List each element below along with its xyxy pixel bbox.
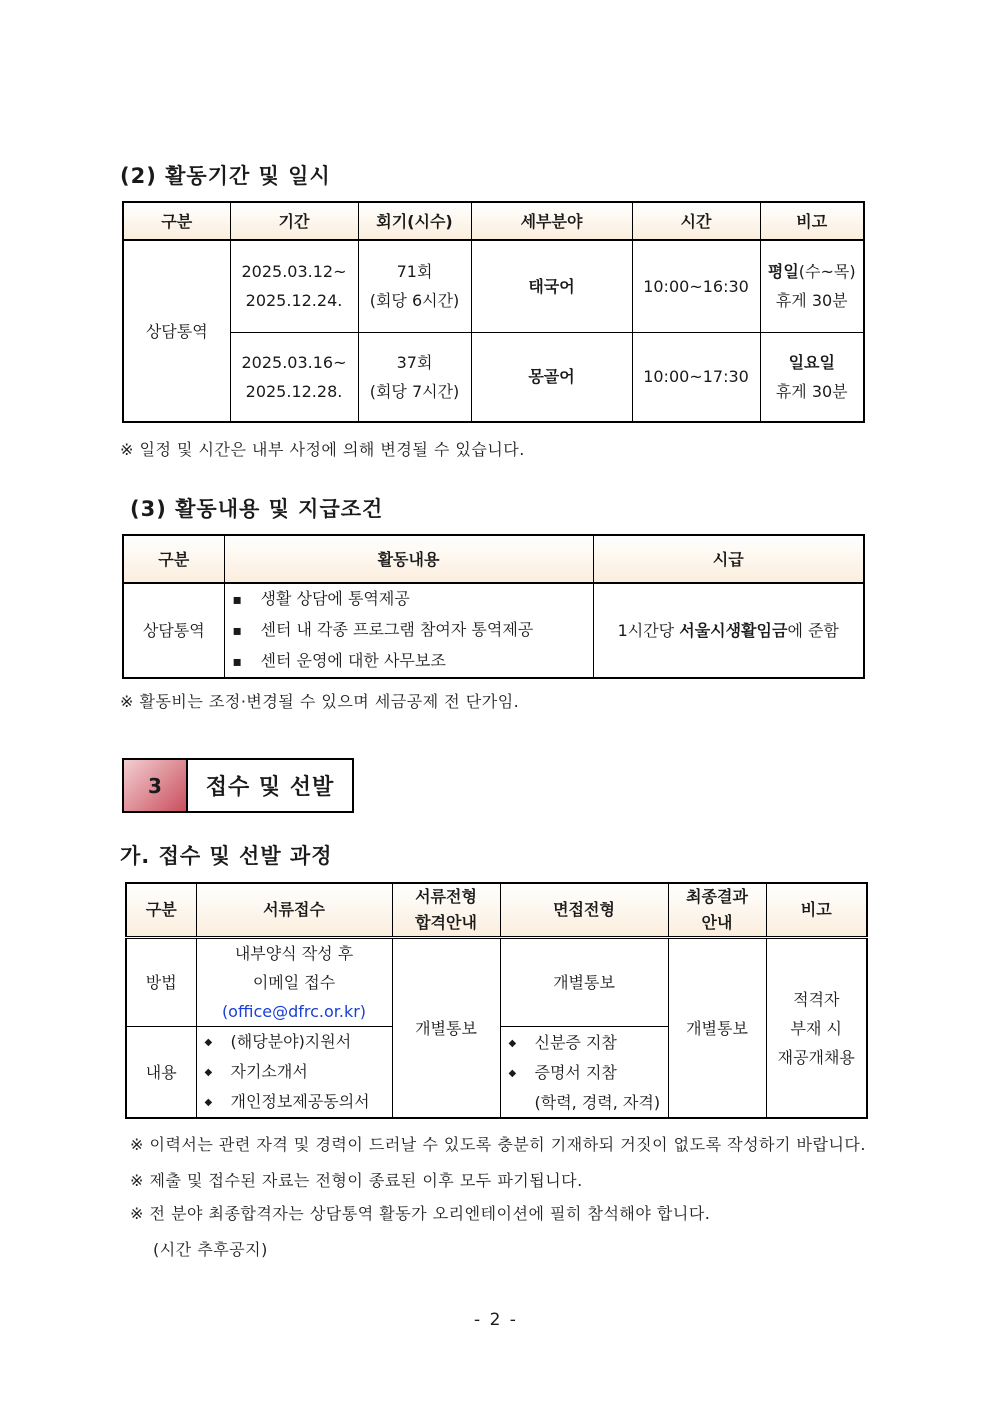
section-title-box <box>122 758 354 813</box>
activities-cell <box>224 583 593 678</box>
footnote-resume: ※ 이력서는 관련 자격 및 경력이 드러날 수 있도록 충분히 기재하되 거짓이 없도록 작성하기 바랍니다. <box>130 1135 866 1154</box>
email-link[interactable]: (office@dfrc.or.kr) <box>221 1002 367 1021</box>
method-doc-line: 이메일 접수 <box>252 973 336 992</box>
note-cell <box>760 240 864 332</box>
interview-list <box>501 1028 668 1088</box>
period-start: 2025.03.16~ <box>241 352 347 372</box>
note-day: 일요일 <box>788 352 835 372</box>
list-item: ◆ 신분증 지참 <box>509 1028 668 1058</box>
interview-method-cell: 개별통보 <box>500 938 668 1027</box>
sessions-count: 37회 <box>396 352 433 372</box>
footnote-wage: ※ 활동비는 조정·변경될 수 있으며 세금공제 전 단가임. <box>120 692 520 711</box>
list-item: ◆ (해당분야)지원서 <box>205 1027 392 1057</box>
header-cell: 시간 <box>632 202 760 240</box>
header-cell: 활동내용 <box>224 535 593 583</box>
period-cell <box>230 240 358 332</box>
table-row <box>123 583 864 678</box>
note-break: 휴게 30분 <box>775 291 848 311</box>
wage-standard: 서울시생활임금 <box>679 621 788 640</box>
header-cell: 회기(시수) <box>358 202 471 240</box>
method-doc-line: 내부양식 작성 후 <box>234 944 354 963</box>
docs-list <box>197 1027 392 1117</box>
activity-period-table <box>122 201 865 423</box>
list-item: ▪ 센터 내 각종 프로그램 참여자 통역제공 <box>233 615 593 646</box>
page-number: - 2 - <box>474 1310 518 1330</box>
header-cell: 구분 <box>126 883 196 938</box>
list-item: ◆ 증명서 지참 <box>509 1058 668 1088</box>
header-cell: 비고 <box>760 202 864 240</box>
doc-pass-cell: 개별통보 <box>392 938 500 1119</box>
header-cell: 시급 <box>593 535 864 583</box>
table-row-method <box>126 938 867 1027</box>
table-header-row <box>123 535 864 583</box>
subsection-heading: 가. 접수 및 선발 과정 <box>120 844 333 868</box>
list-item: ▪ 생활 상담에 통역제공 <box>233 584 593 615</box>
content-label: 내용 <box>126 1027 196 1119</box>
period-start: 2025.03.12~ <box>241 262 347 282</box>
header-line: 서류전형 <box>415 887 477 906</box>
field-cell: 몽골어 <box>471 332 632 422</box>
section-heading-activity-period: (2) 활동기간 및 일시 <box>120 164 331 188</box>
section-number: 3 <box>124 760 188 811</box>
remark-line: 적격자 <box>793 989 840 1009</box>
category-cell: 상담통역 <box>123 583 224 678</box>
remark-line: 재공개채용 <box>777 1047 855 1067</box>
remark-cell <box>766 938 867 1119</box>
period-end: 2025.12.24. <box>245 291 343 311</box>
header-cell <box>392 883 500 938</box>
footnote-disposal: ※ 제출 및 접수된 자료는 전형이 종료된 이후 모두 파기됩니다. <box>130 1171 583 1190</box>
final-result-cell: 개별통보 <box>668 938 766 1119</box>
activity-content-table <box>122 534 865 679</box>
category-cell: 상담통역 <box>123 240 230 422</box>
content-docs-cell <box>196 1027 392 1119</box>
time-cell: 10:00~16:30 <box>632 240 760 332</box>
sessions-count: 71회 <box>396 262 433 282</box>
table-row <box>123 240 864 332</box>
header-cell: 세부분야 <box>471 202 632 240</box>
header-line: 합격안내 <box>415 913 477 932</box>
header-line: 최종결과 <box>686 887 748 906</box>
header-cell: 면접전형 <box>500 883 668 938</box>
sessions-hours: (회당 7시간) <box>369 381 460 401</box>
sessions-cell <box>358 332 471 422</box>
time-cell: 10:00~17:30 <box>632 332 760 422</box>
wage-suffix: 에 준함 <box>787 621 839 640</box>
header-cell <box>668 883 766 938</box>
list-item: ▪ 센터 운영에 대한 사무보조 <box>233 646 593 677</box>
note-cell <box>760 332 864 422</box>
period-end: 2025.12.28. <box>245 381 343 401</box>
header-line: 안내 <box>701 913 733 932</box>
footnote-schedule: ※ 일정 및 시간은 내부 사정에 의해 변경될 수 있습니다. <box>120 440 525 459</box>
wage-cell <box>593 583 864 678</box>
method-label: 방법 <box>126 938 196 1027</box>
section-title: 접수 및 선발 <box>205 775 335 800</box>
section-heading-activity-content: (3) 활동내용 및 지급조건 <box>130 497 384 521</box>
wage-prefix: 1시간당 <box>617 621 680 640</box>
footnote-orientation: ※ 전 분야 최종합격자는 상담통역 활동가 오리엔테이션에 필히 참석해야 합니다. <box>130 1204 711 1223</box>
content-interview-cell <box>500 1027 668 1119</box>
sessions-cell <box>358 240 471 332</box>
note-break: 휴게 30분 <box>775 381 848 401</box>
sessions-hours: (회당 6시간) <box>369 291 460 311</box>
header-cell: 서류접수 <box>196 883 392 938</box>
footnote-orientation-time: (시간 추후공지) <box>153 1240 268 1259</box>
header-cell: 구분 <box>123 202 230 240</box>
note-day-detail: (수~목) <box>798 262 856 282</box>
interview-sub-note: (학력, 경력, 자격) <box>534 1092 661 1112</box>
header-cell: 구분 <box>123 535 224 583</box>
header-cell: 기간 <box>230 202 358 240</box>
header-cell: 비고 <box>766 883 867 938</box>
list-item: ◆ 자기소개서 <box>205 1057 392 1087</box>
method-doc-cell <box>196 938 392 1027</box>
field-cell: 태국어 <box>471 240 632 332</box>
period-cell <box>230 332 358 422</box>
table-header-row <box>123 202 864 240</box>
note-day: 평일 <box>767 262 799 282</box>
list-item: ◆ 개인정보제공동의서 <box>205 1087 392 1117</box>
activities-list <box>225 584 593 677</box>
table-row <box>123 332 864 422</box>
selection-process-table <box>125 882 868 1119</box>
remark-line: 부재 시 <box>790 1018 842 1038</box>
table-header-row <box>126 883 867 938</box>
